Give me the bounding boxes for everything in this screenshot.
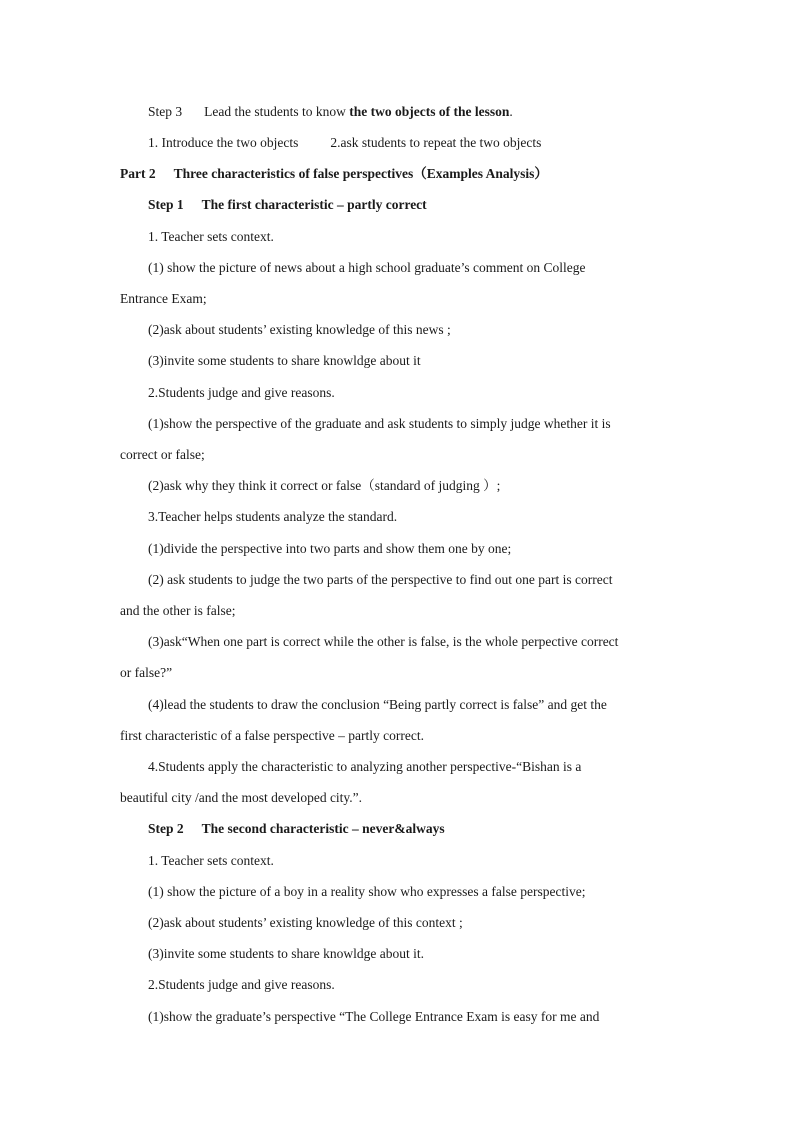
step2-title: The second characteristic – never&always (201, 821, 445, 836)
step1-heading (148, 196, 427, 214)
step3-items-line (148, 134, 541, 152)
step1-line: (3)ask“When one part is correct while the other is false, is the whole perpective correct (148, 634, 619, 649)
step3-item-2: 2.ask students to repeat the two objects (330, 135, 542, 150)
step3-line (148, 103, 513, 121)
step3-text: Lead the students to know (204, 104, 350, 119)
part2-title: Three characteristics of false perspectives（Examples Analysis） (173, 166, 548, 181)
step2-line: (3)invite some students to share knowldge about it. (148, 946, 424, 961)
step1-label: Step 1 (148, 197, 184, 212)
step2-line: 2.Students judge and give reasons. (148, 977, 335, 992)
step3-item-1: 1. Introduce the two objects (148, 135, 299, 150)
step1-line: correct or false; (120, 447, 205, 462)
step3-period: . (509, 104, 513, 119)
step1-line: or false?” (120, 665, 173, 680)
step2-line: 1. Teacher sets context. (148, 853, 274, 868)
step1-line: (2)ask why they think it correct or false（standard of judging ）; (148, 478, 501, 493)
step1-line: 4.Students apply the characteristic to analyzing another perspective-“Bishan is a (148, 759, 582, 774)
step2-label: Step 2 (148, 821, 184, 836)
step1-line: first characteristic of a false perspective – partly correct. (120, 728, 424, 743)
step1-line: beautiful city /and the most developed city.”. (120, 790, 363, 805)
step2-line: (2)ask about students’ existing knowledge of this context ; (148, 915, 463, 930)
step2-line: (1) show the picture of a boy in a reality show who expresses a false perspective; (148, 884, 586, 899)
step1-line: 1. Teacher sets context. (148, 229, 274, 244)
step3-label: Step 3 (148, 104, 183, 119)
part2-label: Part 2 (120, 166, 156, 181)
step1-line: (3)invite some students to share knowldge about it (148, 353, 421, 368)
step1-line: (1)divide the perspective into two parts and show them one by one; (148, 541, 512, 556)
step1-line: and the other is false; (120, 603, 236, 618)
step1-title: The first characteristic – partly correct (201, 197, 427, 212)
step2-heading (148, 820, 445, 838)
part2-heading (120, 165, 548, 183)
step3-emphasis: the two objects of the lesson (349, 104, 510, 119)
step1-line: (2) ask students to judge the two parts of the perspective to find out one part is correct (148, 572, 613, 587)
step2-line: (1)show the graduate’s perspective “The College Entrance Exam is easy for me and (148, 1009, 600, 1024)
step1-line: 3.Teacher helps students analyze the standard. (148, 509, 398, 524)
step1-line: (2)ask about students’ existing knowledge of this news ; (148, 322, 451, 337)
step1-line: 2.Students judge and give reasons. (148, 385, 335, 400)
step1-line: (1)show the perspective of the graduate and ask students to simply judge whether it is (148, 416, 611, 431)
step1-line: (1) show the picture of news about a high school graduate’s comment on College (148, 260, 586, 275)
step1-line: Entrance Exam; (120, 291, 207, 306)
step1-line: (4)lead the students to draw the conclusion “Being partly correct is false” and get the (148, 697, 607, 712)
